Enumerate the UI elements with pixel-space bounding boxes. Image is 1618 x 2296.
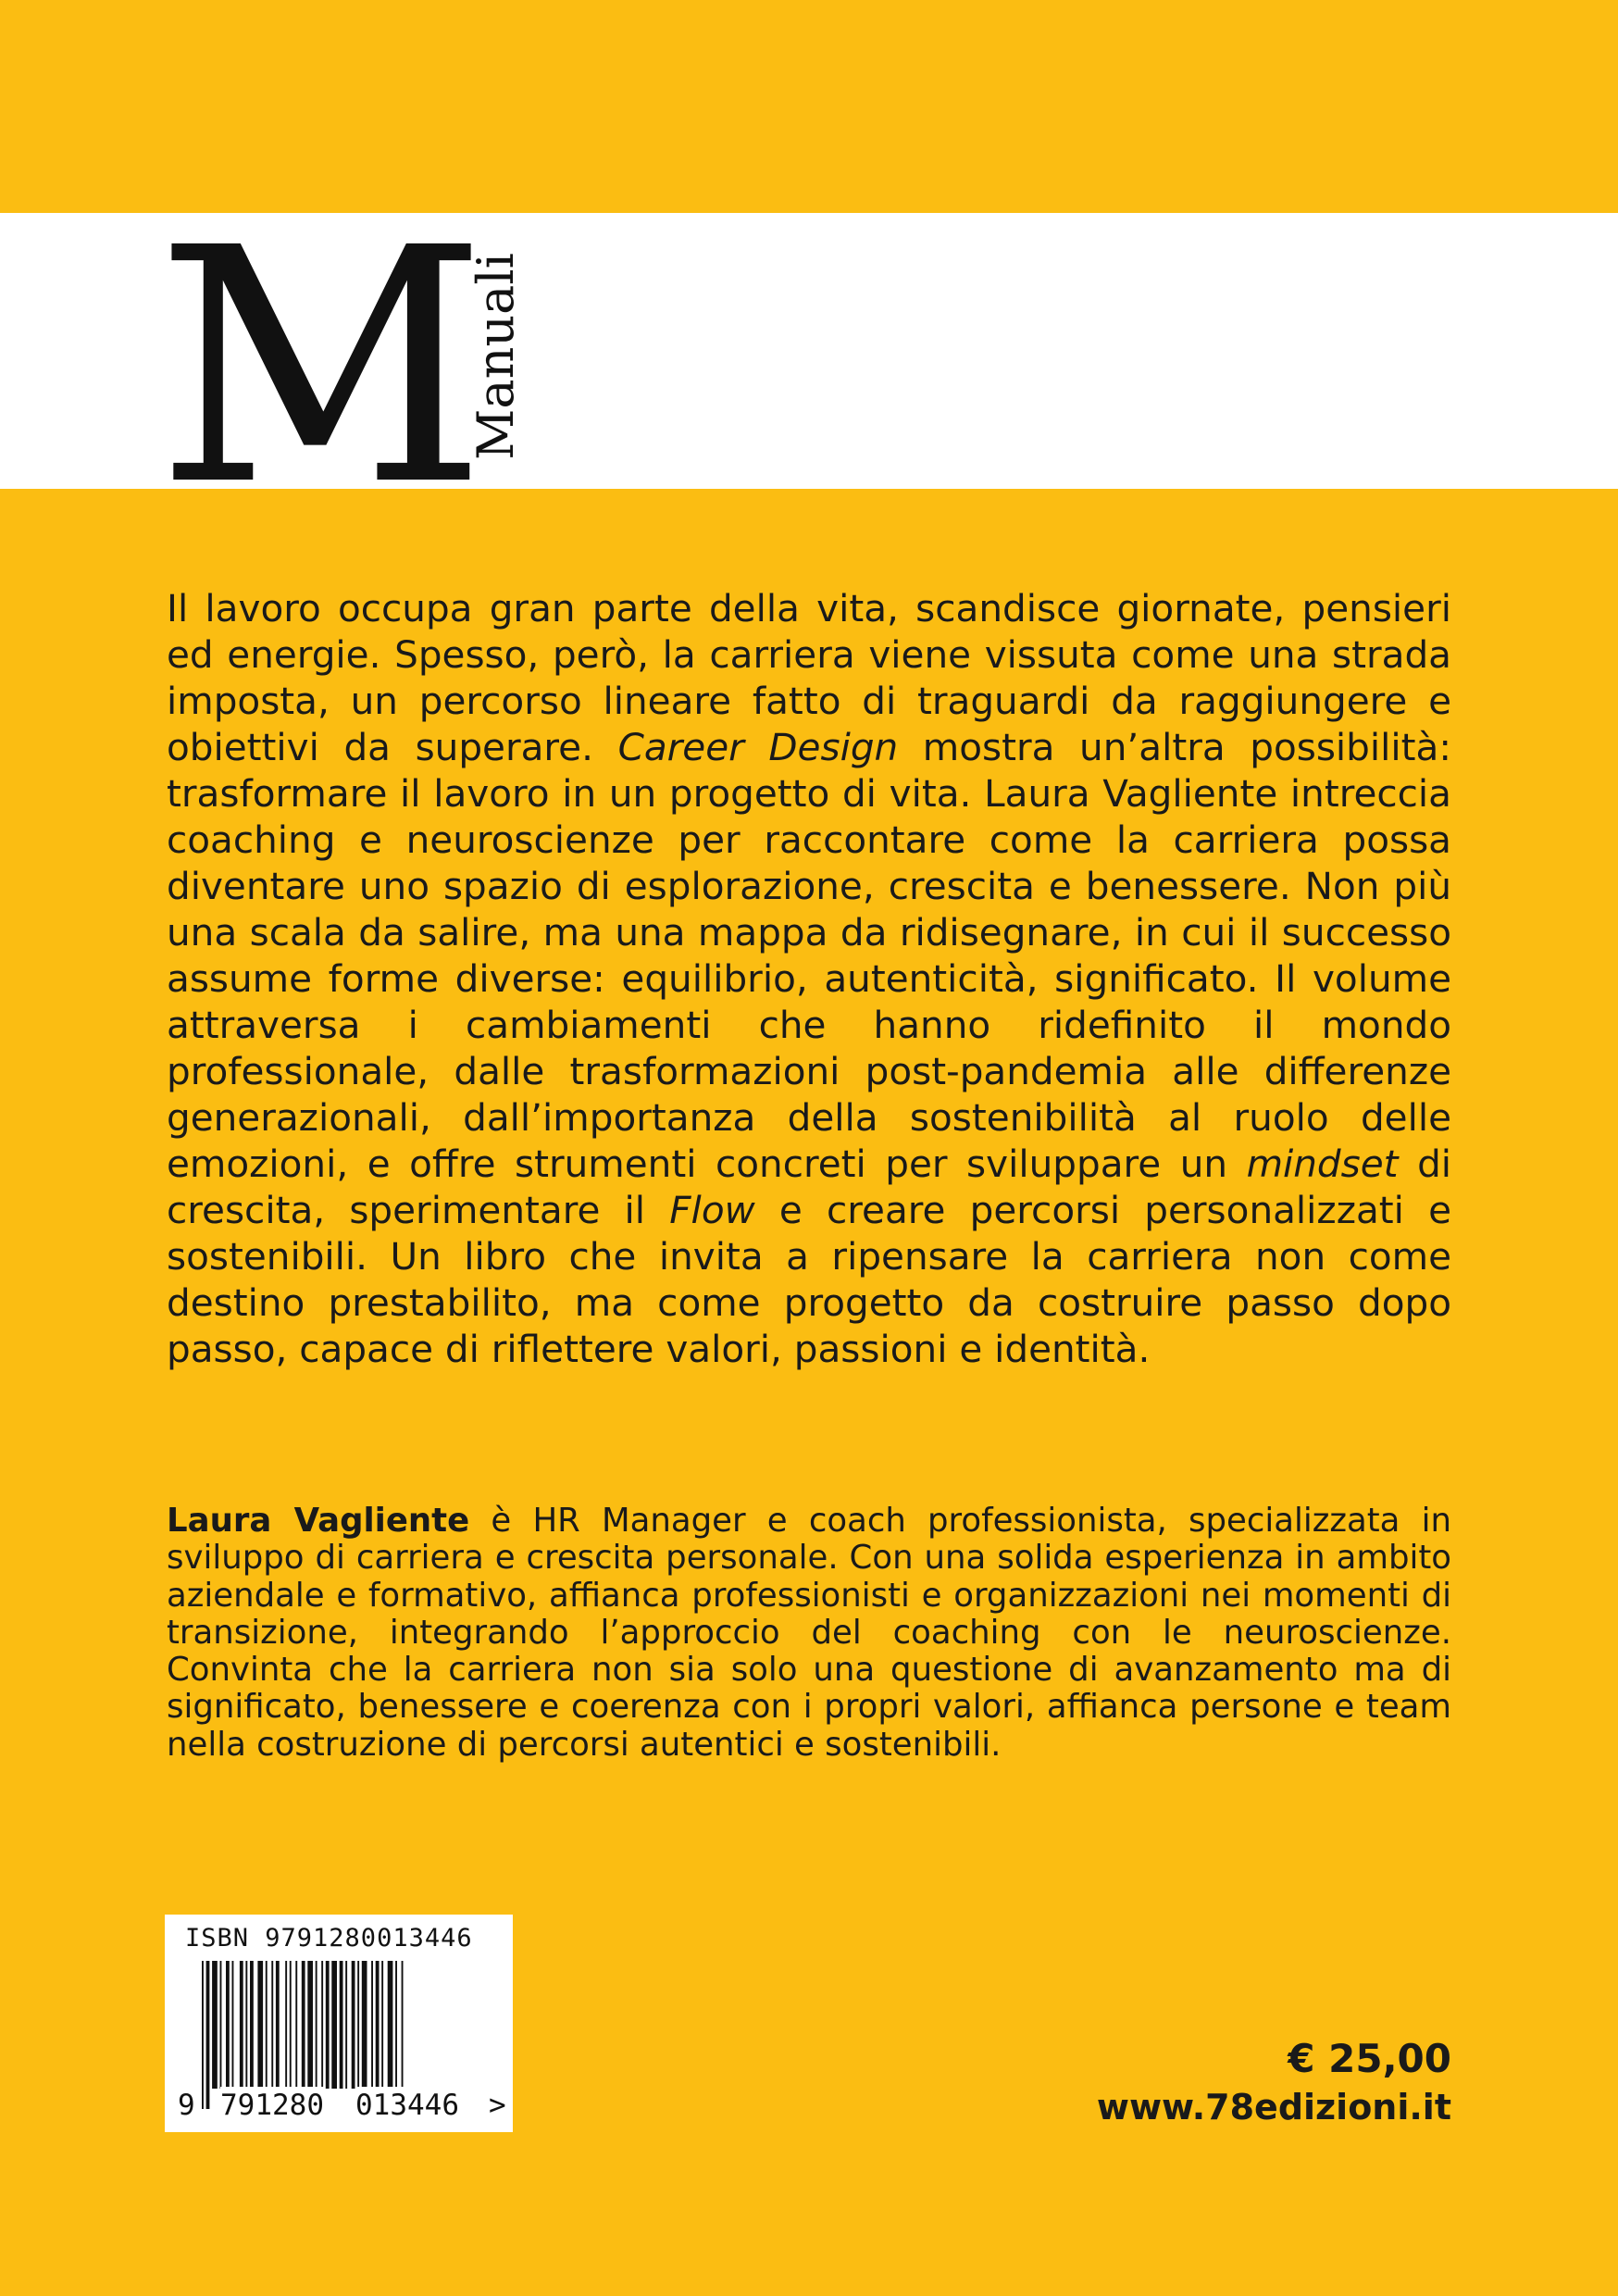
isbn-barcode [165, 1915, 513, 2132]
barcode-bar [212, 1961, 218, 2089]
barcode-bar [362, 1961, 367, 2089]
blurb-part-4: e creare percorsi personalizzati e sostenibili. Un libro che invita a ripensare la carriera non come destino prestabilito, ma come progetto da costruire passo dopo passo, capace di riflettere valori, passioni e identità. [167, 1188, 1452, 1371]
barcode-digits-right: 013446 [355, 2089, 459, 2122]
author-bio [167, 1503, 1451, 1764]
barcode-bar [276, 1961, 280, 2089]
flow-term: Flow [669, 1188, 755, 1232]
mindset-term: mindset [1246, 1142, 1399, 1186]
barcode-bar [376, 1961, 380, 2089]
blurb-part-3: di crescita, sperimentare il [167, 1142, 1452, 1232]
barcode-bar [381, 1961, 383, 2089]
barcode-digits-left: 791280 [220, 2089, 324, 2122]
barcode-bar [232, 1961, 234, 2089]
author-name: Laura Vagliente [167, 1502, 470, 1540]
barcode-bar [220, 1961, 222, 2089]
barcode-bar [285, 1961, 287, 2089]
barcode-bar [290, 1961, 292, 2089]
barcode-bar [340, 1961, 343, 2089]
barcode-bar [240, 1961, 243, 2089]
series-logo-word [467, 241, 525, 472]
blurb-part-1: Il lavoro occupa gran parte della vita, scandisce giornate, pensieri ed energie. Spesso, però, la carriera viene vissuta come una strada imposta, un percorso lineare fatto di traguardi da raggiungere e obiettivi da superare. [167, 586, 1451, 769]
barcode-bar [266, 1961, 268, 2089]
barcode-bar [321, 1961, 323, 2089]
barcode-bar [295, 1961, 297, 2089]
author-bio-text: è HR Manager e coach professionista, specializzata in sviluppo di carriera e crescita personale. Con una solida esperienza in ambito aziendale e formativo, affianca professionisti e organizzazioni nei momenti di transizione, integrando l’approccio del coaching con le neuroscienze. Convinta che la carriera non sia solo una questione di avanzamento ma di significato, benessere e coerenza con i propri valori, affianca persone e team nella costruzione di percorsi autentici e sostenibili. [167, 1502, 1451, 1764]
barcode-bar [250, 1961, 254, 2089]
barcode-bar [357, 1961, 359, 2089]
price: € 25,00 [1288, 2036, 1451, 2081]
barcode-bar [226, 1961, 230, 2089]
book-title: Career Design [617, 725, 899, 769]
barcode-bar [257, 1961, 263, 2089]
barcode-bar [326, 1961, 330, 2089]
barcode-digits [174, 2087, 507, 2124]
barcode-arrow: > [489, 2089, 506, 2122]
barcode-bar [245, 1961, 247, 2089]
series-logo-word-text: Manuali [467, 253, 525, 460]
isbn-label: ISBN 9791280013446 [185, 1924, 473, 1953]
barcode-bar [352, 1961, 355, 2089]
barcode-bar [316, 1961, 317, 2089]
barcode-bar [345, 1961, 347, 2089]
barcode-bar [271, 1961, 273, 2089]
barcode-digit-first: 9 [178, 2089, 195, 2122]
publisher-website: www.78edizioni.it [1096, 2087, 1451, 2128]
barcode-bar [371, 1961, 373, 2089]
blurb-part-2: mostra un’altra possibilità: trasformare il lavoro in un progetto di vita. Laura Vagliente intreccia coaching e neuroscienze per raccontare come la carriera possa diventare uno spazio di esplorazione, crescita e benessere. Non più una scala da salire, ma una mappa da ridisegnare, in cui il successo assume forme diverse: equilibrio, autenticità, significato. Il volume attraversa i cambiamenti che hanno ridefinito il mondo professionale, dalle trasformazioni post-pandemia alle differenze generazionali, dall’importanza della sostenibilità al ruolo delle emozioni, e offre strumenti concreti per sviluppare un [167, 725, 1451, 1186]
barcode-bar [331, 1961, 337, 2089]
book-blurb [167, 585, 1451, 1372]
series-logo-letter: M [156, 179, 482, 556]
barcode-bar [388, 1961, 393, 2089]
barcode-bar [307, 1961, 313, 2089]
